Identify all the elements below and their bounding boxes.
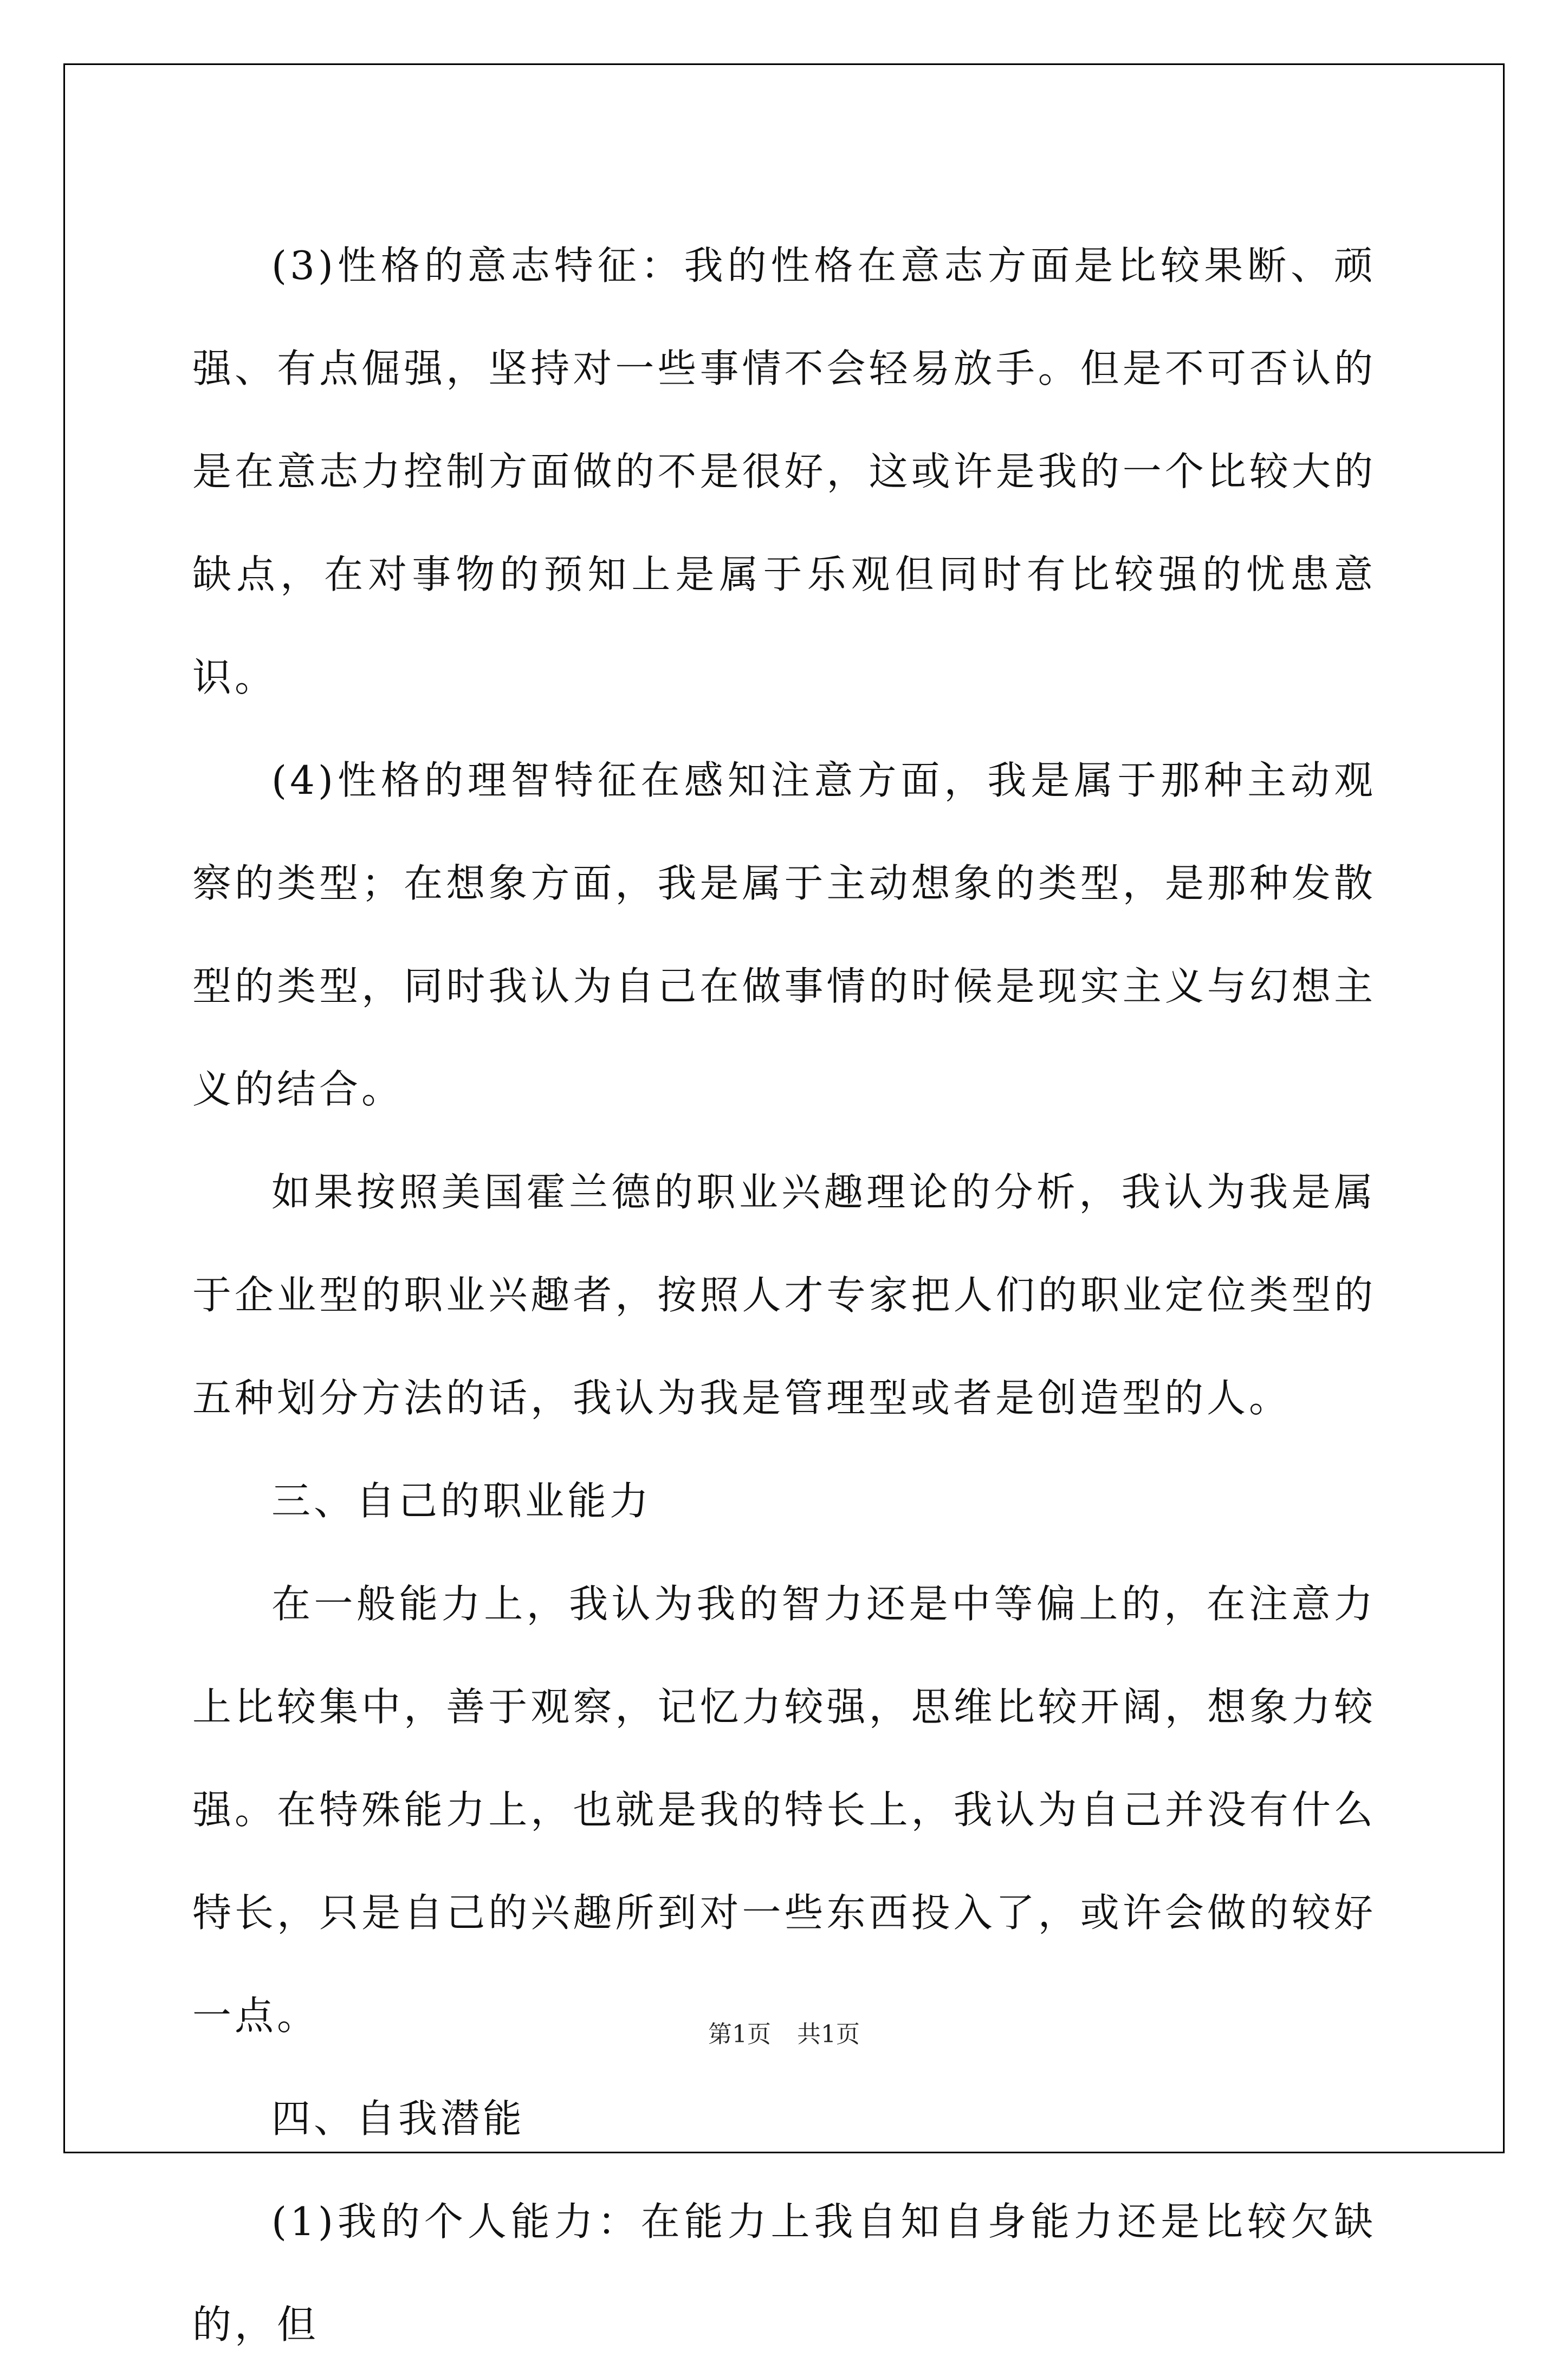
page-number-current: 第1页 bbox=[708, 2021, 771, 2048]
paragraph: 如果按照美国霍兰德的职业兴趣理论的分析，我认为我是属于企业型的职业兴趣者，按照人才专家把人们的职业定位类型的五种划分方法的话，我认为我是管理型或者是创造型的人。 bbox=[192, 1169, 1376, 1421]
paragraph: (4)性格的理智特征在感知注意方面，我是属于那种主动观察的类型；在想象方面，我是属于主动想象的类型，是那种发散型的类型，同时我认为自己在做事情的时候是现实主义与幻想主义的结合。 bbox=[192, 758, 1376, 1112]
section-heading: 三、自己的职业能力 bbox=[271, 1478, 652, 1524]
paragraph: (1)我的个人能力：在能力上我自知自身能力还是比较欠缺的，但 bbox=[192, 2199, 1376, 2347]
paragraph: 在一般能力上，我认为我的智力还是中等偏上的，在注意力上比较集中，善于观察，记忆力较强，思维比较开阔，想象力较强。在特殊能力上，也就是我的特长上，我认为自己并没有什么特长，只是自己的兴趣所到对一些东西投入了，或许会做的较好一点。 bbox=[192, 1581, 1376, 2038]
section-heading: 四、自我潜能 bbox=[271, 2096, 526, 2141]
paragraph: (3)性格的意志特征：我的性格在意志方面是比较果断、顽强、有点倔强，坚持对一些事情不会轻易放手。但是不可否认的是在意志力控制方面做的不是很好，这或许是我的一个比较大的缺点，在对事物的预知上是属于乐观但同时有比较强的忧患意识。 bbox=[192, 243, 1376, 700]
page-number-total: 共1页 bbox=[797, 2021, 860, 2048]
page-footer bbox=[0, 2015, 1568, 2049]
document-body bbox=[192, 214, 1376, 2376]
